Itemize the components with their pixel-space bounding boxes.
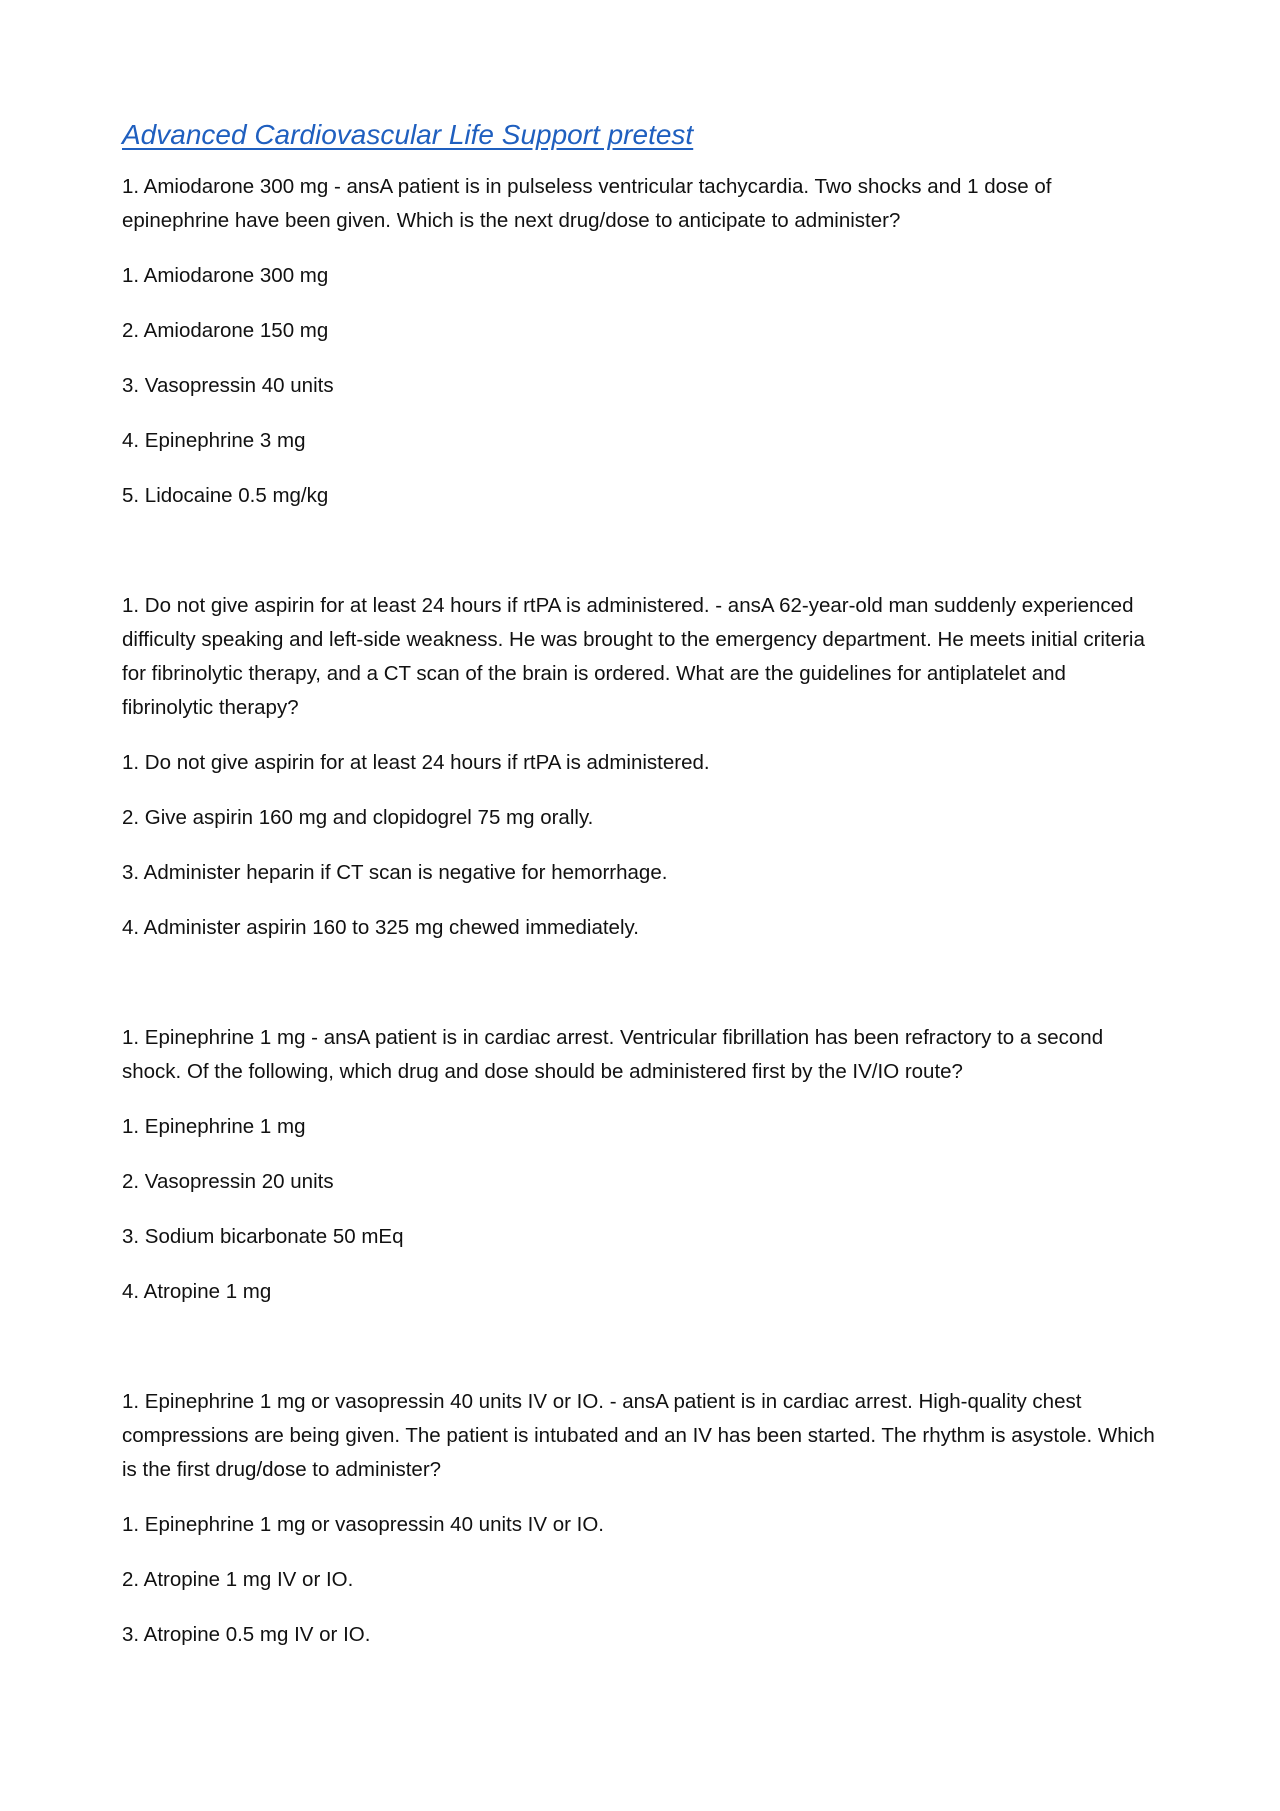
question-block-2	[122, 589, 1162, 945]
answer-option: 2. Vasopressin 20 units	[122, 1169, 334, 1193]
question-block-1	[122, 170, 1162, 513]
answer-option: 4. Atropine 1 mg	[122, 1279, 272, 1303]
document-title-link[interactable]: Advanced Cardiovascular Life Support pretest	[122, 119, 694, 150]
answer-option: 2. Give aspirin 160 mg and clopidogrel 75 mg orally.	[122, 805, 594, 829]
block-spacer	[122, 534, 1162, 589]
question-text: 1. Epinephrine 1 mg or vasopressin 40 units IV or IO. - ansA patient is in cardiac arrest. High-quality chest compressions are being given. The patient is intubated and an IV has been started. The rhythm is asystole. Which is the first drug/dose to administer?	[122, 1389, 1155, 1481]
answer-option: 2. Atropine 1 mg IV or IO.	[122, 1567, 354, 1591]
question-text: 1. Amiodarone 300 mg - ansA patient is in pulseless ventricular tachycardia. Two shocks and 1 dose of epinephrine have been given. Which is the next drug/dose to anticipate to administer?	[122, 174, 1052, 232]
answer-option: 3. Atropine 0.5 mg IV or IO.	[122, 1622, 371, 1646]
block-spacer	[122, 1330, 1162, 1385]
answer-option: 3. Sodium bicarbonate 50 mEq	[122, 1224, 404, 1248]
answer-option: 4. Administer aspirin 160 to 325 mg chewed immediately.	[122, 915, 639, 939]
document-page	[122, 118, 1162, 1673]
answer-option: 3. Administer heparin if CT scan is negative for hemorrhage.	[122, 860, 668, 884]
question-text: 1. Do not give aspirin for at least 24 hours if rtPA is administered. - ansA 62-year-old man suddenly experienced difficulty speaking and left-side weakness. He was brought to the emergency department. He meets initial criteria for fibrinolytic therapy, and a CT scan of the brain is ordered. What are the guidelines for antiplatelet and fibrinolytic therapy?	[122, 593, 1145, 719]
answer-option: 1. Amiodarone 300 mg	[122, 263, 329, 287]
question-block-3	[122, 1021, 1162, 1309]
question-block-4	[122, 1385, 1162, 1652]
answer-option: 1. Epinephrine 1 mg	[122, 1114, 306, 1138]
answer-option: 1. Do not give aspirin for at least 24 hours if rtPA is administered.	[122, 750, 710, 774]
answer-option: 4. Epinephrine 3 mg	[122, 428, 306, 452]
answer-option: 3. Vasopressin 40 units	[122, 373, 334, 397]
block-spacer	[122, 966, 1162, 1021]
question-text: 1. Epinephrine 1 mg - ansA patient is in cardiac arrest. Ventricular fibrillation has been refractory to a second shock. Of the following, which drug and dose should be administered first by the IV/IO route?	[122, 1025, 1104, 1083]
answer-option: 1. Epinephrine 1 mg or vasopressin 40 units IV or IO.	[122, 1512, 605, 1536]
answer-option: 5. Lidocaine 0.5 mg/kg	[122, 483, 329, 507]
answer-option: 2. Amiodarone 150 mg	[122, 318, 329, 342]
